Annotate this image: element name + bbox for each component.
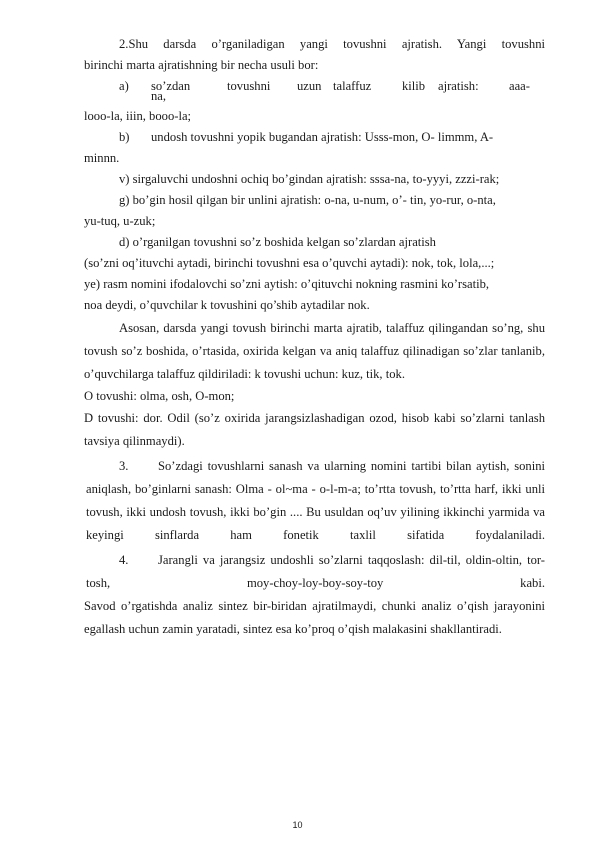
list-marker: a) xyxy=(119,79,129,93)
word: tovushni xyxy=(227,79,271,93)
word: so’zdan xyxy=(151,79,191,93)
list-item-d-continuation: (so’zni oq’ituvchi aytadi, birinchi tovushni esa o’quvchi aytadi): nok, tok, lola,...; xyxy=(84,256,495,270)
list-item-d: d) o’rganilgan tovushni so’z boshida kelgan so’zlardan ajratish xyxy=(119,235,436,249)
list-item-g: g) bo’gin hosil qilgan bir unlini ajratish: o-na, u-num, o’- tin, yo-rur, o-nta, xyxy=(119,193,496,207)
paragraph-2-line-2: birinchi marta ajratishning bir necha usuli bor: xyxy=(84,58,319,72)
list-item-g-continuation: yu-tuq, u-zuk; xyxy=(84,214,156,228)
word: kilib xyxy=(402,79,426,93)
list-item-text: So’zdagi tovushlarni sanash va ularning nomini tartibi bilan aytish, sonini aniqlash, bo’ginlarni sanash: Olma - ol~ma - o-l-m-a; to’rtta tovush, to’rtta harf, ikki unli tovush, ikki undosh tovush, ikki bo’gin .... Bu usuldan oq’uv yilining ikkinchi yarmida va keyingi sinflarda ham fonetik taxlil sifatida foydalaniladi. xyxy=(86,459,545,542)
list-item-a-continuation: looo-la, iiin, booo-la; xyxy=(84,109,192,123)
list-item-b-continuation: minnn. xyxy=(84,151,120,165)
list-item-text: undosh tovushni yopik bugandan ajratish: Usss-mon, O- limmm, A- xyxy=(151,130,494,144)
list-marker: 3. xyxy=(119,459,129,473)
line-o-tovushi: O tovushi: olma, osh, O-mon; xyxy=(84,389,235,403)
list-item-a xyxy=(84,76,545,106)
page-number: 10 xyxy=(292,820,303,830)
list-marker: 4. xyxy=(119,553,129,567)
word: talaffuz xyxy=(333,79,372,93)
document-page xyxy=(84,34,545,641)
list-item-ye-continuation: noa deydi, o’quvchilar k tovushini qo’shib aytadilar nok. xyxy=(84,298,370,312)
paragraph-savod: Savod o’rgatishda analiz sintez bir-biridan ajratilmaydi, chunki analiz o’qish jarayonini egallash uchun zamin yaratadi, sintez esa ko’proq o’qish malakasini shakllantiradi. xyxy=(84,599,545,636)
paragraph-2-line-1: 2.Shu darsda o’rganiladigan yangi tovushni ajratish. Yangi tovushni xyxy=(119,37,545,51)
list-item-v: v) sirgaluvchi undoshni ochiq bo’gindan ajratish: sssa-na, to-yyyi, zzzi-rak; xyxy=(119,172,500,186)
list-item-3 xyxy=(84,455,545,547)
list-item-text: Jarangli va jarangsiz undoshli so’zlarni taqqoslash: dil-til, oldin-oltin, tor-tosh, moy-choy-loy-boy-soy-toy kabi. xyxy=(86,553,545,590)
list-marker: b) xyxy=(119,130,130,144)
word: ajratish: xyxy=(438,79,479,93)
paragraph-asosan: Asosan, darsda yangi tovush birinchi marta ajratib, talaffuz qilingandan so’ng, shu tovush so’z boshida, o’rtasida, oxirida kelgan va aniq talaffuz qilinadigan so’zlar tanlanib, o’quvchilarga talaffuz qildiriladi: k tovushi uchun: kuz, tik, tok. xyxy=(84,321,545,381)
list-item-ye: ye) rasm nomini ifodalovchi so’zni aytish: o’qituvchi nokning rasmini ko’rsatib, xyxy=(84,277,490,291)
list-item-b xyxy=(84,127,545,148)
word: aaa- xyxy=(509,79,530,93)
word: na, xyxy=(151,89,167,103)
list-item-4 xyxy=(84,549,545,595)
word: uzun xyxy=(297,79,322,93)
paragraph-d-tovushi: D tovushi: dor. Odil (so’z oxirida jarangsizlashadigan ozod, hisob kabi so’zlarni tanlash tavsiya qilinmaydi). xyxy=(84,411,545,448)
